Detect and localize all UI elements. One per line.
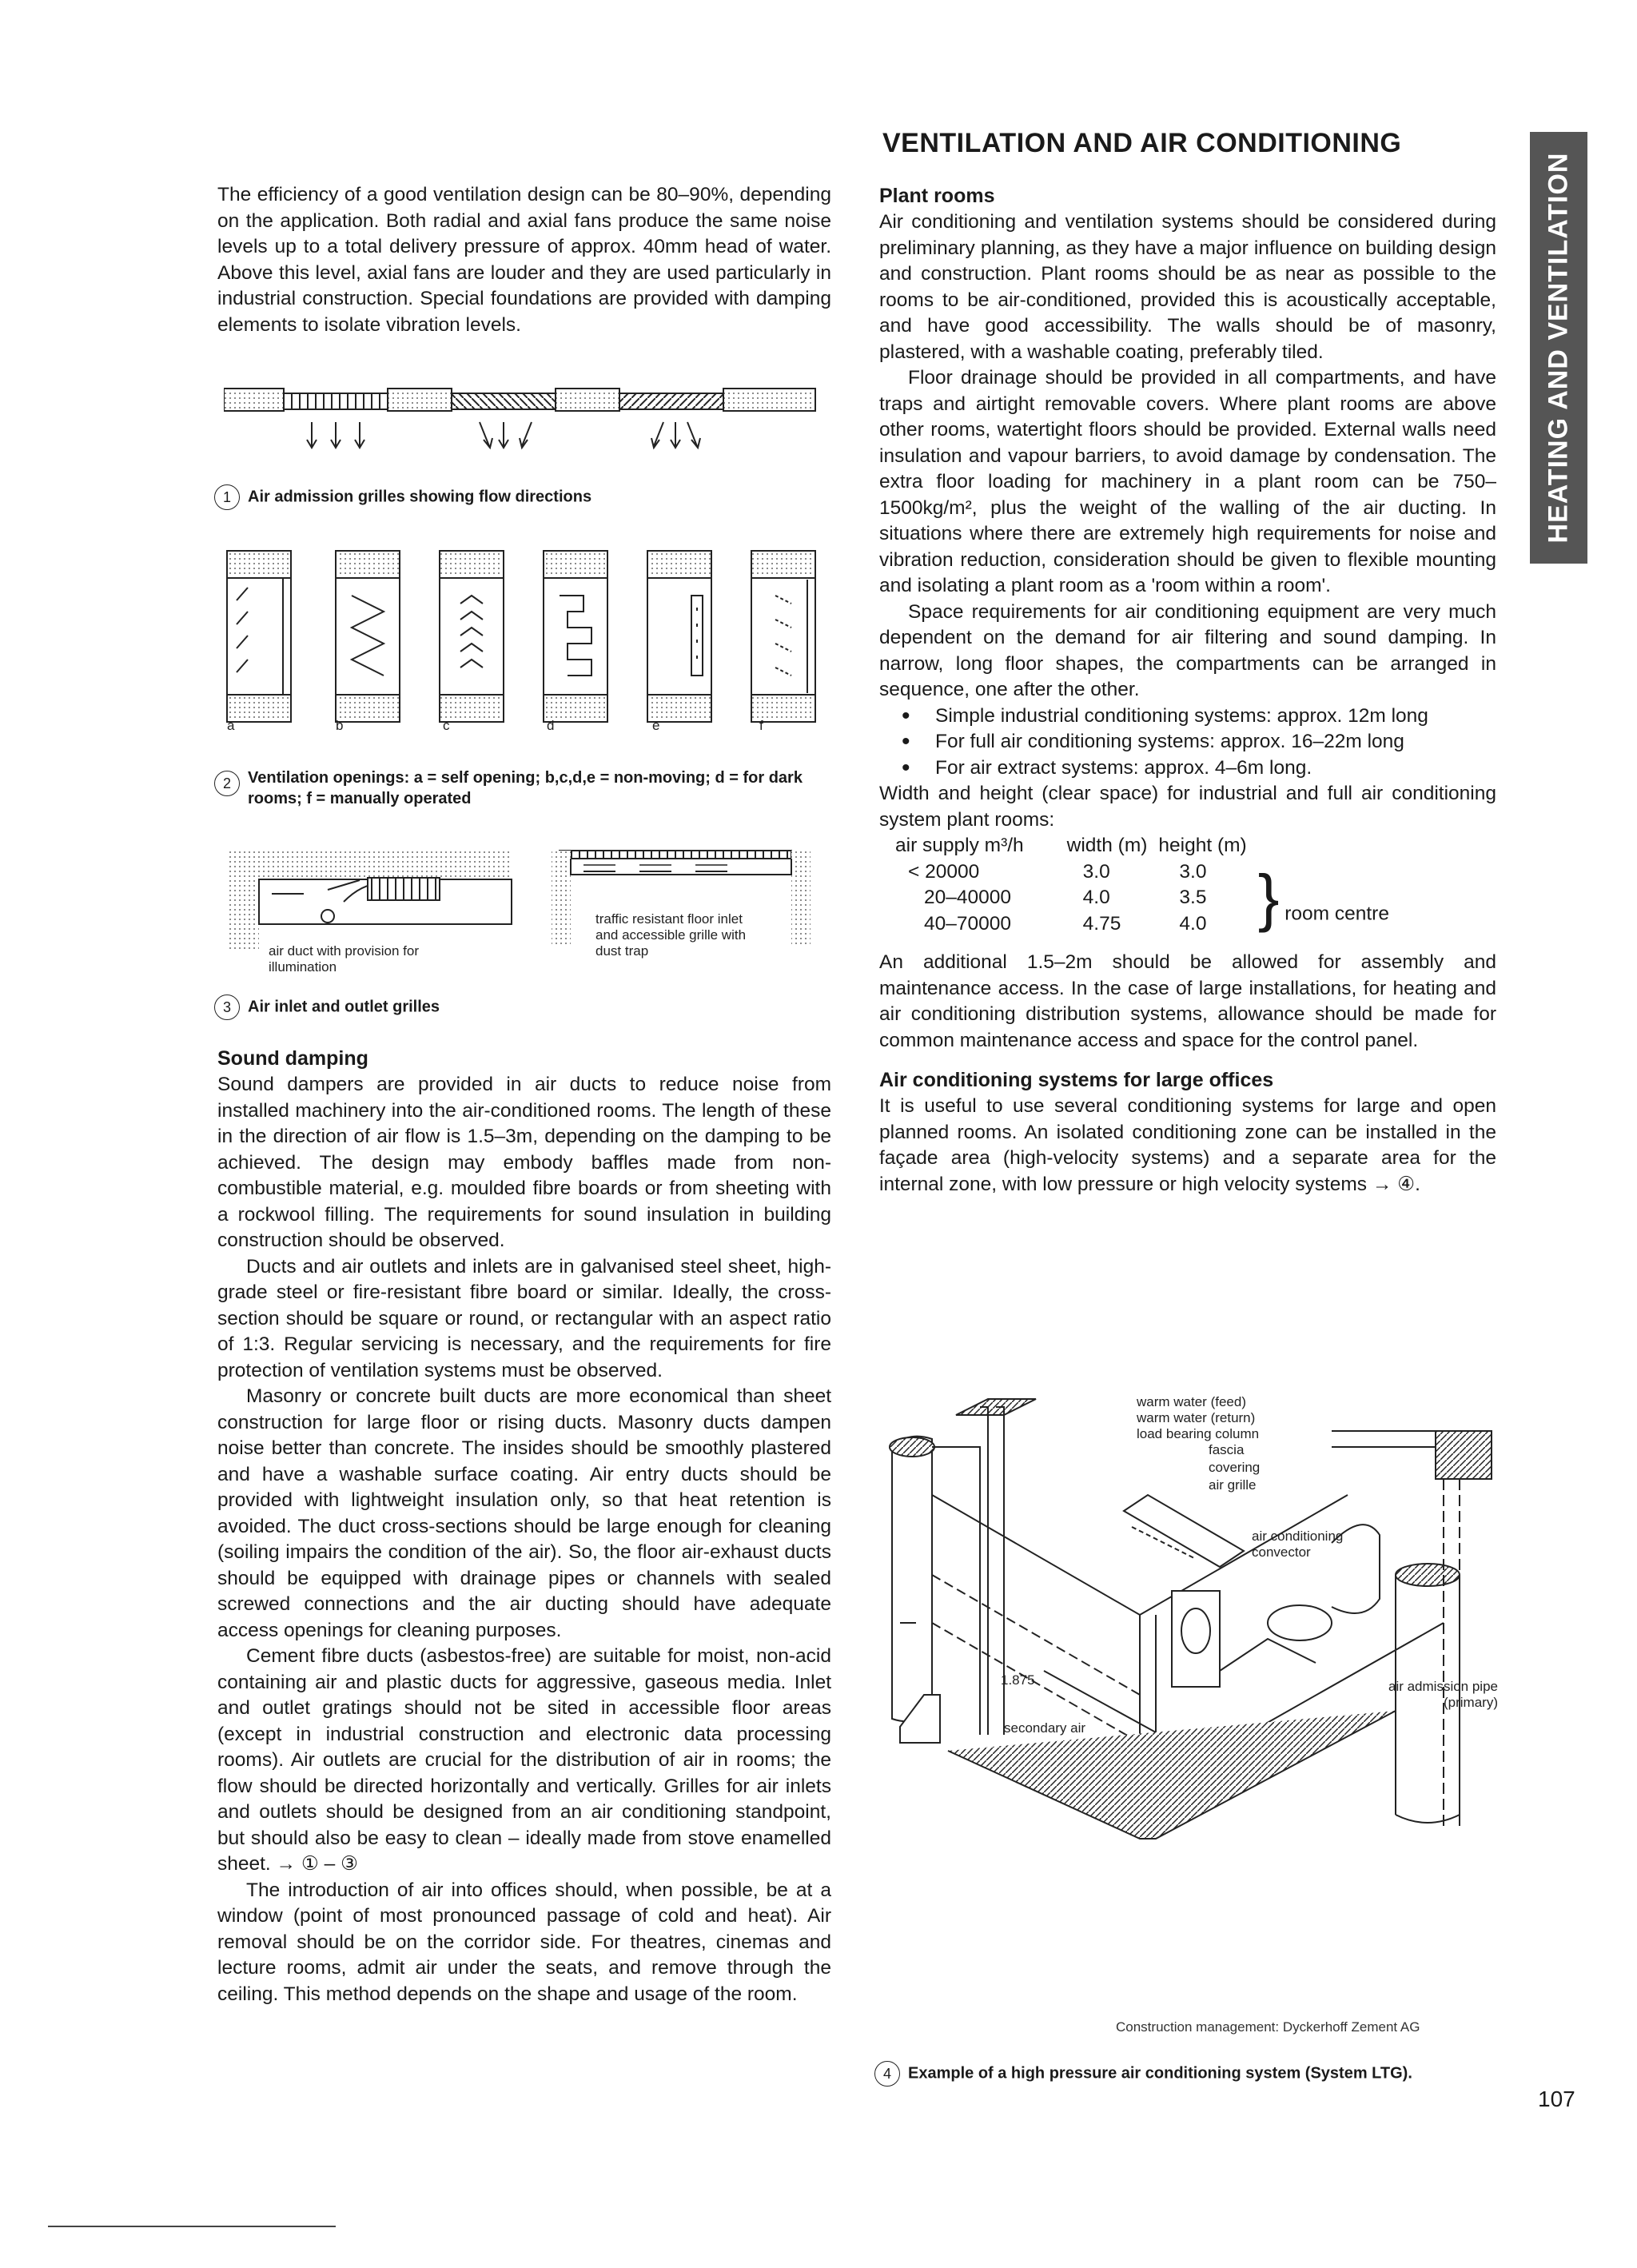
figure-4-label-fascia: fascia [1209,1442,1245,1457]
figure-4-label-covering: covering [1209,1460,1261,1475]
opening-e [647,551,711,722]
figure-3-label-right: traffic resistant floor inlet and accessible grille with dust trap [595,911,747,959]
table-intro: Width and height (clear space) for industrial and full air conditioning system plant rooms: [879,783,1496,831]
sound-paragraph-1: Sound dampers are provided in air ducts to reduce noise from installed machinery into the air-conditioned rooms. The length of these in the direction of air flow is 1.5–3m, depending on the damping to be achieved. The design may embody baffles made from non-combustible material, e.g. moulded fibre boards or from sheeting with a rockwool filling. The requirements for sound insulation in building construction should be observed. [217,1074,831,1251]
table-header-cell: height (m) [1158,835,1247,856]
figure-2-caption-text: Ventilation openings: a = self opening; b,c,d,e = non-moving; d = for dark rooms; f = manually operated [248,769,803,807]
plant-paragraph-1: Air conditioning and ventilation systems should be considered during preliminary planning, as they have a major influence on building design and construction. Plant rooms should be as near as possible to the rooms to be air-conditioned, provided this is acoustically acceptable, and have good accessibility. The walls should be of masonry, plastered, with a washable coating, preferably tiled. [879,211,1496,363]
figure-2-letter-d: d [547,718,555,733]
list-item: • For air extract systems: approx. 4–6m long. [935,755,1496,782]
page-title: VENTILATION AND AIR CONDITIONING [882,128,1402,158]
figure-3-caption-text: Air inlet and outlet grilles [248,998,440,1016]
sound-damping-heading: Sound damping [217,1047,368,1070]
table-cell: 20–40000 [924,887,1012,908]
opening-b [336,551,400,722]
table-brace-label: room centre [1285,903,1389,925]
table-cell: 3.0 [1082,860,1110,883]
opening-d [544,551,607,722]
plant-paragraph-2: Floor drainage should be provided in all compartments, and have traps and airtight removable covers. Where plant rooms are above other rooms, watertight floors should be provided. External walls need insulation and vapour barriers, to avoid damage by condensation. The extra floor loading for machinery in a plant room can be 750–1500kg/m², plus the weight of the walling of the air ducting. In situations where there are extremely high requirements for noise and vibration reduction, consideration should be given to flexible mounting and isolating a plant room as a 'room within a room'. [879,367,1496,596]
figure-2-openings [224,548,831,731]
opening-f [751,551,815,722]
figure-1-grilles [224,382,831,470]
figure-1-number: 1 [214,484,240,510]
section-tab [1530,132,1587,564]
figure-3-label-left: air duct with provision for illumination [269,943,420,975]
intro-paragraph: The efficiency of a good ventilation design can be 80–90%, depending on the application. Both radial and axial fans produce the same noise levels up to a total delivery pressure of approx. 40mm head of water. Above this level, axial fans are louder and they are used particularly in industrial construction. Special foundations are provided with damping elements to isolate vibration levels. [217,184,831,336]
sound-damping-section [217,1045,831,2007]
figure-2-letter-b: b [336,718,344,733]
table-cell: 4.0 [1082,887,1110,908]
list-item: • For full air conditioning systems: approx. 16–22m long [935,729,1496,755]
figure-4-label-feed: warm water (feed) [1137,1394,1246,1409]
opening-c [440,551,504,722]
figure-2-letter-a: a [227,718,235,733]
after-table-paragraph: An additional 1.5–2m should be allowed for assembly and maintenance access. In the case of large installations, for heating and air conditioning distribution systems, allowance should be made for common maintenance access and space for the control panel. [879,951,1496,1051]
figure-1-caption-text: Air admission grilles showing flow directions [248,488,592,506]
figure-4-hp-ac-system [884,1383,1508,1847]
figure-4-label-column: load bearing column [1137,1426,1260,1441]
figure-2-letter-f: f [759,718,763,733]
list-item: • Simple industrial conditioning systems: approx. 12m long [935,704,1496,730]
table-header-cell: air supply m³/h [895,835,1024,856]
plant-length-list [879,704,1496,782]
table-cell: < 20000 [908,860,980,883]
figure-4-label-return: warm water (return) [1137,1410,1256,1425]
figure-1-caption [214,484,822,510]
table-header-row [895,833,1400,859]
figure-4-label-secondary: secondary air [1004,1720,1086,1736]
figure-4-label-convector: air conditioning convector [1252,1529,1344,1560]
table-cell: 3.0 [1179,860,1207,883]
page-number: 107 [1538,2087,1575,2111]
sound-paragraph-2: Ducts and air outlets and inlets are in galvanised steel sheet, high-grade steel or fire-resistant fibre board or similar. Ideally, the cross-section should be square or round, or rectangular with an aspect ratio of 1:3. Regular servicing is necessary, and the requirements for fire protection of ventilation systems must be observed. [217,1255,831,1381]
plant-rooms-heading: Plant rooms [879,185,995,207]
figure-4-credit: Construction management: Dyckerhoff Zement AG [1116,2019,1420,2035]
figure-2-caption [214,767,830,809]
figure-4-caption-text: Example of a high pressure air conditioning system (System LTG). [908,2064,1412,2083]
sound-paragraph-3: Masonry or concrete built ducts are more economical than sheet construction for large floor or rising ducts. Masonry ducts dampen noise better than concrete. The insides should be smoothly plastered and have a washable surface coating. Air entry ducts should be provided with lightweight insulation only, so that heat retention is avoided. The duct cross-sections should be large enough for cleaning (soiling impairs the condition of the air). So, the floor air-exhaust ducts should be equipped with drainage pipes or channels with sealed screwed connections and the air ducting should have adequate access openings for cleaning purposes. [217,1385,831,1641]
right-column [879,182,1496,1198]
sound-paragraph-5: The introduction of air into offices should, when possible, be at a window (point of most pronounced passage of cold and heat). Air removal should be on the corridor side. For theatres, cinemas and lecture rooms, admit air under the seats, and remove through the ceiling. This method depends on the shape and usage of the room. [217,1879,831,2005]
table-cell: 4.75 [1082,912,1121,935]
figure-4-label-grille: air grille [1209,1477,1257,1493]
table-brace: } [1257,862,1280,934]
figure-4-label-dimension: 1.875 [1001,1672,1035,1688]
offices-heading: Air conditioning systems for large offices [879,1069,1274,1091]
plant-room-table [895,833,1400,937]
table-cell: 40–70000 [924,912,1012,935]
figure-2-letter-c: c [443,718,450,733]
table-cell: 4.0 [1179,912,1207,935]
opening-a [227,551,291,722]
figure-4-number: 4 [874,2061,900,2087]
offices-paragraph: It is useful to use several conditioning systems for large and open planned rooms. An isolated conditioning zone can be installed in the façade area (high-velocity systems) and a separate area for the internal zone, with low pressure or high velocity systems → ④. [879,1095,1496,1195]
plant-paragraph-3: Space requirements for air conditioning equipment are very much dependent on the demand for air filtering and sound damping. In narrow, long floor shapes, the compartments can be arranged in sequence, one after the other. [879,600,1496,700]
bottom-rule [48,2226,336,2227]
sound-paragraph-4: Cement fibre ducts (asbestos-free) are suitable for moist, non-acid containing air and plastic ducts for aggressive, gaseous media. Inlet and outlet gratings should not be sited in accessible floor areas (except in industrial construction and electronic data processing rooms). Air outlets are crucial for the distribution of air in rooms; the flow should be directed horizontally and vertically. Grilles for air inlets and outlets should be designed from an air conditioning standpoint, but should also be easy to clean – ideally made from stove enamelled sheet. → ① – ③ [217,1645,831,1875]
figure-4-label-primary: air admission pipe (primary) [1388,1679,1498,1710]
table-row [895,859,1400,886]
figure-3-number: 3 [214,994,240,1020]
figure-2-letter-e: e [652,718,660,733]
figure-2-number: 2 [214,771,240,796]
figure-4-caption [874,2061,1514,2087]
section-tab-label: HEATING AND VENTILATION [1543,152,1574,544]
table-header-cell: width (m) [1066,835,1148,856]
table-cell: 3.5 [1179,887,1207,908]
left-intro [217,182,831,338]
figure-3-caption [214,994,822,1020]
